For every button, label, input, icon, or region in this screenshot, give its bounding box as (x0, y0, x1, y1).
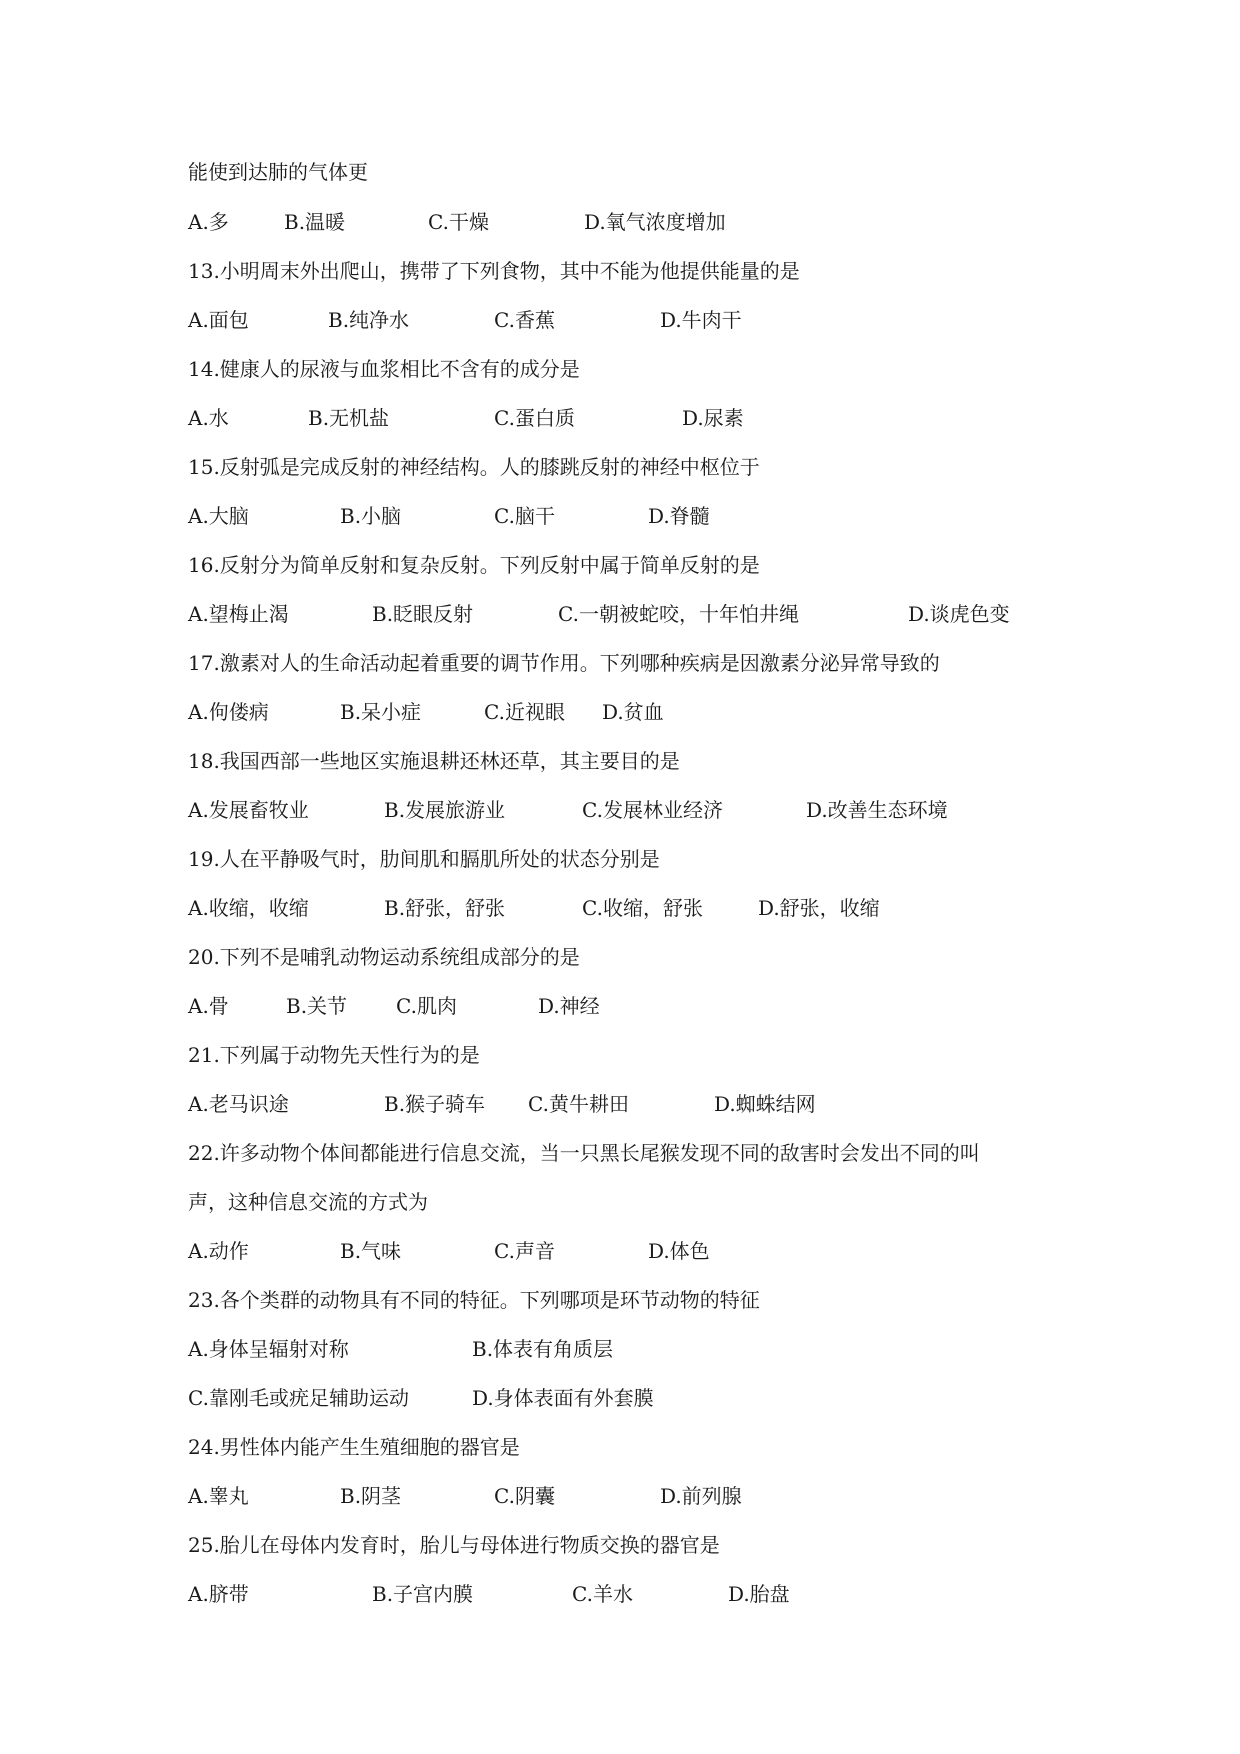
option-b: B.小脑 (340, 504, 402, 528)
question-18-stem: 18.我国西部一些地区实施退耕还林还草，其主要目的是 (188, 749, 680, 773)
option-d: D.尿素 (682, 406, 744, 430)
option-d: D.体色 (648, 1239, 710, 1263)
option-a: A.水 (188, 406, 229, 430)
question-21-stem: 21.下列属于动物先天性行为的是 (188, 1043, 480, 1067)
option-c: C.声音 (494, 1239, 555, 1263)
question-13-stem: 13.小明周末外出爬山，携带了下列食物，其中不能为他提供能量的是 (188, 259, 800, 283)
option-c: C.发展林业经济 (582, 798, 723, 822)
option-b: B.温暖 (284, 210, 346, 234)
option-c: C.黄牛耕田 (528, 1092, 629, 1116)
option-a: A.身体呈辐射对称 (188, 1337, 349, 1361)
option-d: D.舒张，收缩 (758, 896, 880, 920)
option-b: B.眨眼反射 (372, 602, 474, 626)
question-15-stem: 15.反射弧是完成反射的神经结构。人的膝跳反射的神经中枢位于 (188, 455, 760, 479)
option-a: A.收缩，收缩 (188, 896, 309, 920)
option-d: D.身体表面有外套膜 (472, 1386, 654, 1410)
option-b: B.纯净水 (328, 308, 410, 332)
option-b: B.猴子骑车 (384, 1092, 486, 1116)
option-c: C.靠刚毛或疣足辅助运动 (188, 1386, 409, 1410)
option-d: D.蜘蛛结网 (714, 1092, 816, 1116)
option-b: B.关节 (286, 994, 348, 1018)
option-c: C.羊水 (572, 1582, 633, 1606)
option-a: A.发展畜牧业 (188, 798, 309, 822)
option-b: B.体表有角质层 (472, 1337, 614, 1361)
option-d: D.贫血 (602, 700, 664, 724)
question-25-stem: 25.胎儿在母体内发育时，胎儿与母体进行物质交换的器官是 (188, 1533, 720, 1557)
option-d: D.胎盘 (728, 1582, 790, 1606)
option-b: B.呆小症 (340, 700, 422, 724)
option-d: D.氧气浓度增加 (584, 210, 726, 234)
option-c: C.肌肉 (396, 994, 457, 1018)
option-c: C.干燥 (428, 210, 489, 234)
option-a: A.脐带 (188, 1582, 249, 1606)
option-d: D.谈虎色变 (908, 602, 1010, 626)
option-d: D.神经 (538, 994, 600, 1018)
option-c: C.阴囊 (494, 1484, 555, 1508)
question-20-stem: 20.下列不是哺乳动物运动系统组成部分的是 (188, 945, 580, 969)
question-23-stem: 23.各个类群的动物具有不同的特征。下列哪项是环节动物的特征 (188, 1288, 760, 1312)
option-b: B.发展旅游业 (384, 798, 506, 822)
option-b: B.阴茎 (340, 1484, 402, 1508)
question-22-stem-line-2: 声，这种信息交流的方式为 (188, 1190, 428, 1214)
option-a: A.老马识途 (188, 1092, 289, 1116)
option-c: C.香蕉 (494, 308, 555, 332)
question-22-stem-line-1: 22.许多动物个体间都能进行信息交流，当一只黑长尾猴发现不同的敌害时会发出不同的叫 (188, 1141, 980, 1165)
option-c: C.脑干 (494, 504, 555, 528)
option-a: A.骨 (188, 994, 229, 1018)
option-d: D.脊髓 (648, 504, 710, 528)
option-b: B.舒张，舒张 (384, 896, 506, 920)
option-a: A.望梅止渴 (188, 602, 289, 626)
question-14-stem: 14.健康人的尿液与血浆相比不含有的成分是 (188, 357, 580, 381)
option-c: C.近视眼 (484, 700, 565, 724)
question-16-stem: 16.反射分为简单反射和复杂反射。下列反射中属于简单反射的是 (188, 553, 760, 577)
question-12-continuation: 能使到达肺的气体更 (188, 160, 368, 184)
option-a: A.睾丸 (188, 1484, 249, 1508)
option-b: B.无机盐 (308, 406, 390, 430)
option-d: D.改善生态环境 (806, 798, 948, 822)
option-a: A.面包 (188, 308, 249, 332)
option-c: C.收缩，舒张 (582, 896, 703, 920)
question-17-stem: 17.激素对人的生命活动起着重要的调节作用。下列哪种疾病是因激素分泌异常导致的 (188, 651, 940, 675)
option-a: A.大脑 (188, 504, 249, 528)
option-d: D.牛肉干 (660, 308, 742, 332)
option-b: B.子宫内膜 (372, 1582, 474, 1606)
option-c: C.一朝被蛇咬，十年怕井绳 (558, 602, 799, 626)
option-a: A.多 (188, 210, 229, 234)
question-24-stem: 24.男性体内能产生生殖细胞的器官是 (188, 1435, 520, 1459)
option-a: A.佝偻病 (188, 700, 269, 724)
option-a: A.动作 (188, 1239, 249, 1263)
option-c: C.蛋白质 (494, 406, 575, 430)
option-d: D.前列腺 (660, 1484, 742, 1508)
question-19-stem: 19.人在平静吸气时，肋间肌和膈肌所处的状态分别是 (188, 847, 660, 871)
option-b: B.气味 (340, 1239, 402, 1263)
